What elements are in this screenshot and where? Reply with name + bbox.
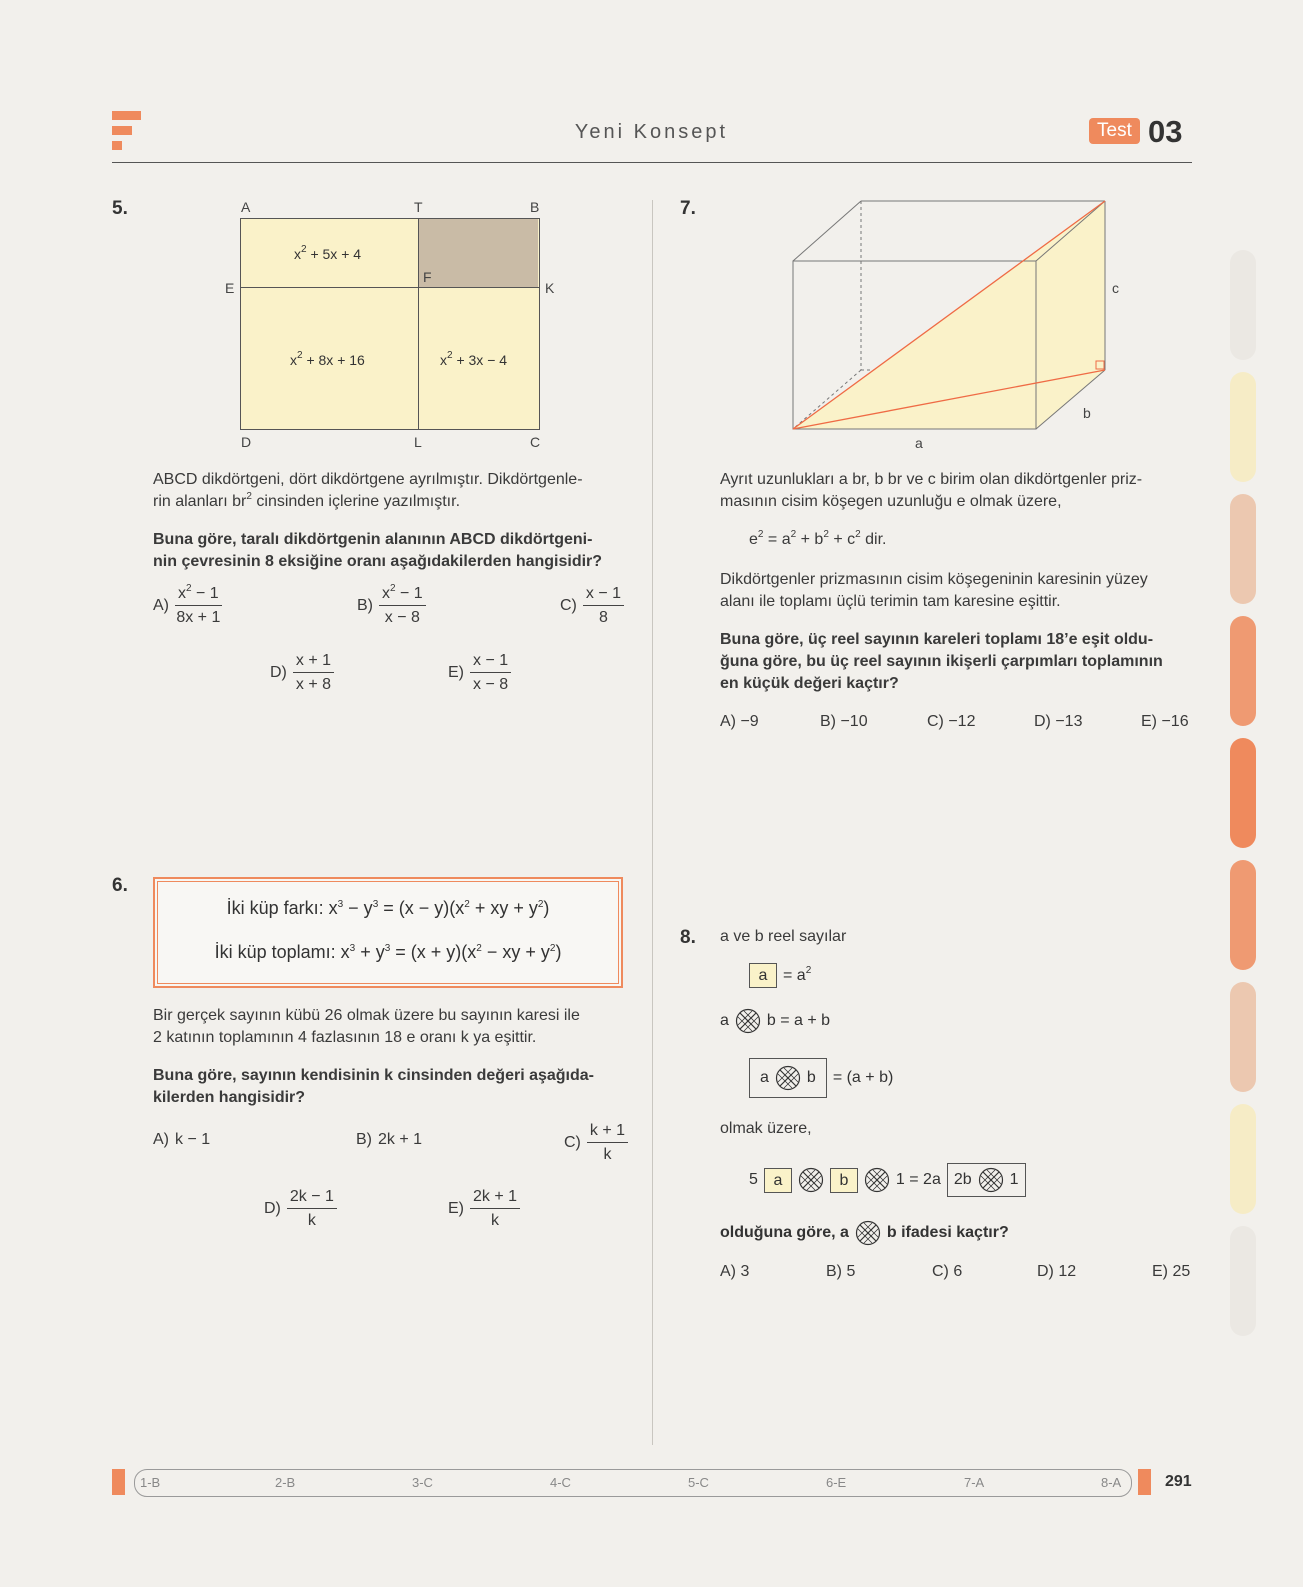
answer-3: 3-C: [412, 1475, 433, 1490]
label-d: D: [241, 434, 252, 450]
side-tab[interactable]: [1230, 860, 1256, 970]
q7-text-2: masının cisim köşegen uzunluğu e olmak üzere,: [720, 493, 1062, 510]
answer-1: 1-B: [140, 1475, 161, 1490]
side-tab[interactable]: [1230, 982, 1256, 1092]
label-a: A: [241, 199, 251, 215]
answer-2: 2-B: [275, 1475, 296, 1490]
q6-option-d[interactable]: D) $\frac{2k - 1}{k}$: [264, 1188, 337, 1230]
label-c: C: [530, 434, 541, 450]
label-c: c: [1112, 280, 1119, 296]
otimes-icon: [735, 1008, 761, 1034]
side-tab[interactable]: [1230, 494, 1256, 604]
question-7-number: 7.: [680, 198, 696, 219]
otimes-icon: [978, 1167, 1004, 1193]
otimes-icon: [798, 1167, 824, 1193]
question-6-number: 6.: [112, 875, 128, 896]
q6-text-2: 2 katının toplamının 4 fazlasının 18 e oranı k ya eşittir.: [153, 1029, 537, 1046]
q5-option-e[interactable]: E) $\frac{x - 1}{x - 8}$: [448, 652, 511, 694]
q7-option-e[interactable]: E) −16: [1141, 713, 1189, 730]
side-tab[interactable]: [1230, 372, 1256, 482]
q7-option-d[interactable]: D) −13: [1034, 713, 1083, 730]
q7-question-2: ğuna göre, bu üç reel sayının ikişerli çarpımları toplamının: [720, 653, 1163, 670]
q7-question-3: en küçük değeri kaçtır?: [720, 675, 899, 692]
q7-option-a[interactable]: A) −9: [720, 713, 759, 730]
q8-equation: 5 a b 1 = 2a 2b 1: [749, 1163, 1026, 1197]
area-bottom-left: $x^2 + 8x + 16$: [290, 350, 365, 368]
q5-option-d[interactable]: D) $\frac{x + 1}{x + 8}$: [270, 652, 334, 694]
q6-option-b[interactable]: B) 2k + 1: [356, 1131, 423, 1148]
q8-given: olmak üzere,: [720, 1120, 812, 1137]
q8-option-a[interactable]: A) 3: [720, 1263, 750, 1280]
q6-option-c[interactable]: C) $\frac{k + 1}{k}$: [564, 1122, 628, 1164]
q8-question: olduğuna göre, a b ifadesi kaçtır?: [720, 1220, 1009, 1246]
otimes-icon: [864, 1167, 890, 1193]
page-number: 291: [1165, 1473, 1192, 1490]
otimes-icon: [775, 1065, 801, 1091]
identity-box: [153, 877, 623, 988]
answer-4: 4-C: [550, 1475, 571, 1490]
q7-option-c[interactable]: C) −12: [927, 713, 976, 730]
q6-text-1: Bir gerçek sayının kübü 26 olmak üzere bu sayının karesi ile: [153, 1007, 580, 1024]
q6-question-2: kilerden hangisidir?: [153, 1089, 306, 1106]
q8-option-e[interactable]: E) 25: [1152, 1263, 1191, 1280]
q8-intro: a ve b reel sayılar: [720, 928, 847, 945]
label-a: a: [915, 435, 923, 451]
area-bottom-right: $x^2 + 3x - 4$: [440, 350, 508, 368]
label-b: b: [1083, 405, 1091, 421]
q7-text-4: alanı ile toplamı üçlü terimin tam karesine eşittir.: [720, 593, 1061, 610]
area-top-left: $x^2 + 5x + 4$: [294, 244, 362, 262]
answer-8: 8-A: [1101, 1475, 1122, 1490]
side-tab[interactable]: [1230, 1226, 1256, 1336]
answer-7: 7-A: [964, 1475, 985, 1490]
q7-text-3: Dikdörtgenler prizmasının cisim köşegeninin karesinin yüzey: [720, 571, 1148, 588]
q5-option-a[interactable]: A) $\frac{x^2 - 1}{8x + 1}$: [153, 583, 221, 626]
q8-definition-otimes: a b = a + b: [720, 1008, 830, 1034]
label-k: K: [545, 280, 555, 296]
line-ek: [240, 287, 540, 288]
side-tab-active[interactable]: [1230, 738, 1256, 848]
q5-text-2: rin alanları $br^2$ cinsinden içlerine yazılmıştır.: [153, 491, 461, 510]
label-e: E: [225, 280, 235, 296]
otimes-icon: [855, 1220, 881, 1246]
identity-difference: İki küp farkı: $x^3 - y^3 = (x - y)(x^2$ + xy + $y^2$): [226, 898, 550, 918]
footer-mark-left: [112, 1469, 125, 1495]
footer-mark-right: [1138, 1469, 1151, 1495]
q8-definition-boxed: a b = (a + b): [749, 1058, 893, 1098]
q5-text-1: ABCD dikdörtgeni, dört dikdörtgene ayrılmıştır. Dikdörtgenle-: [153, 471, 583, 488]
q7-question-1: Buna göre, üç reel sayının kareleri toplamı 18’e eşit oldu-: [720, 631, 1154, 648]
column-divider: [652, 200, 653, 1445]
q5-option-b[interactable]: B) $\frac{x^2 - 1}{x - 8}$: [357, 585, 426, 627]
q6-option-a[interactable]: A) k − 1: [153, 1131, 211, 1148]
identity-sum: İki küp toplamı: $x^3 + y^3 = (x + y)(x^2$ − xy + $y^2$): [214, 942, 562, 962]
answer-5: 5-C: [688, 1475, 709, 1490]
shaded-rect: [418, 219, 538, 287]
q8-option-b[interactable]: B) 5: [826, 1263, 856, 1280]
q8-option-d[interactable]: D) 12: [1037, 1263, 1077, 1280]
q6-option-e[interactable]: E) $\frac{2k + 1}{k}$: [448, 1188, 520, 1230]
side-tab[interactable]: [1230, 616, 1256, 726]
label-l: L: [414, 434, 422, 450]
test-number: 03: [1148, 114, 1183, 149]
line-tl: [418, 218, 419, 429]
q5-question-2: nin çevresinin 8 eksiğine oranı aşağıdakilerden hangisidir?: [153, 553, 603, 570]
label-b: B: [530, 199, 540, 215]
q5-option-c[interactable]: C) $\frac{x - 1}{8}$: [560, 585, 624, 627]
question-8-number: 8.: [680, 927, 696, 948]
q8-option-c[interactable]: C) 6: [932, 1263, 963, 1280]
test-badge: Test: [1089, 118, 1140, 144]
q7-prism-figure: [780, 190, 1120, 460]
header-rule: [112, 162, 1192, 163]
q6-question-1: Buna göre, sayının kendisinin k cinsinden değeri aşağıda-: [153, 1067, 594, 1084]
side-tab[interactable]: [1230, 250, 1256, 360]
header-title: Yeni Konsept: [574, 121, 729, 143]
q7-option-b[interactable]: B) −10: [820, 713, 868, 730]
label-f: F: [423, 269, 432, 285]
q5-question-1: Buna göre, taralı dikdörtgenin alanının ABCD dikdörtgeni-: [153, 531, 593, 548]
q7-formula: $e^2 = a^2 + b^2 + c^2$ dir.: [749, 529, 887, 548]
label-t: T: [414, 199, 423, 215]
q7-text-1: Ayrıt uzunlukları a br, b br ve c birim olan dikdörtgenler priz-: [720, 471, 1143, 488]
answer-6: 6-E: [826, 1475, 847, 1490]
q8-definition-square: a = $a^2$: [749, 963, 811, 988]
question-5-number: 5.: [112, 198, 128, 219]
side-tab[interactable]: [1230, 1104, 1256, 1214]
